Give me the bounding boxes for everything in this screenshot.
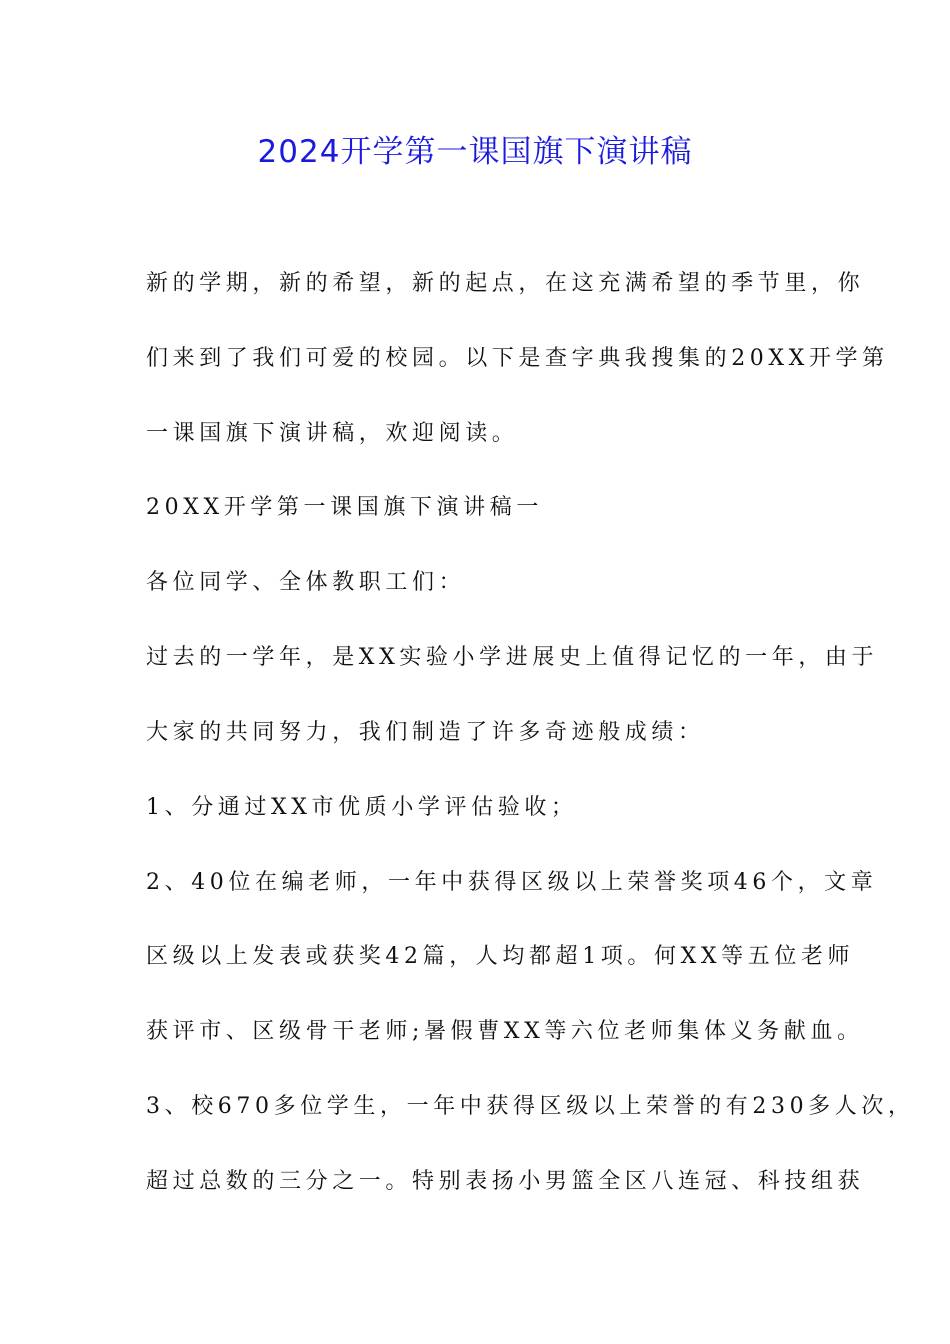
list-item-line: 区级以上发表或获奖42篇，人均都超1项。何XX等五位老师 (146, 944, 855, 969)
paragraph-line: 大家的共同努力，我们制造了许多奇迹般成绩： (146, 720, 705, 745)
document-title: 2024开学第一课国旗下演讲稿 (257, 134, 693, 170)
list-item-line: 3、校670多位学生，一年中获得区级以上荣誉的有230多人次， (146, 1094, 915, 1119)
list-item-line: 1、分通过XX市优质小学评估验收； (146, 795, 578, 820)
list-item-line: 2、40位在编老师，一年中获得区级以上荣誉奖项46个，文章 (146, 870, 878, 895)
section-heading: 20XX开学第一课国旗下演讲稿一 (146, 495, 543, 520)
salutation-line: 各位同学、全体教职工们： (146, 570, 466, 595)
paragraph-line: 一课国旗下演讲稿，欢迎阅读。 (146, 421, 519, 446)
paragraph-line: 新的学期，新的希望，新的起点，在这充满希望的季节里，你 (146, 271, 865, 296)
list-item-line: 获评市、区级骨干老师;暑假曹XX等六位老师集体义务献血。 (146, 1019, 864, 1044)
paragraph-line: 过去的一学年，是XX实验小学进展史上值得记忆的一年，由于 (146, 645, 879, 670)
list-item-line: 超过总数的三分之一。特别表扬小男篮全区八连冠、科技组获 (146, 1169, 865, 1194)
paragraph-line: 们来到了我们可爱的校园。以下是查字典我搜集的20XX开学第 (146, 346, 889, 371)
